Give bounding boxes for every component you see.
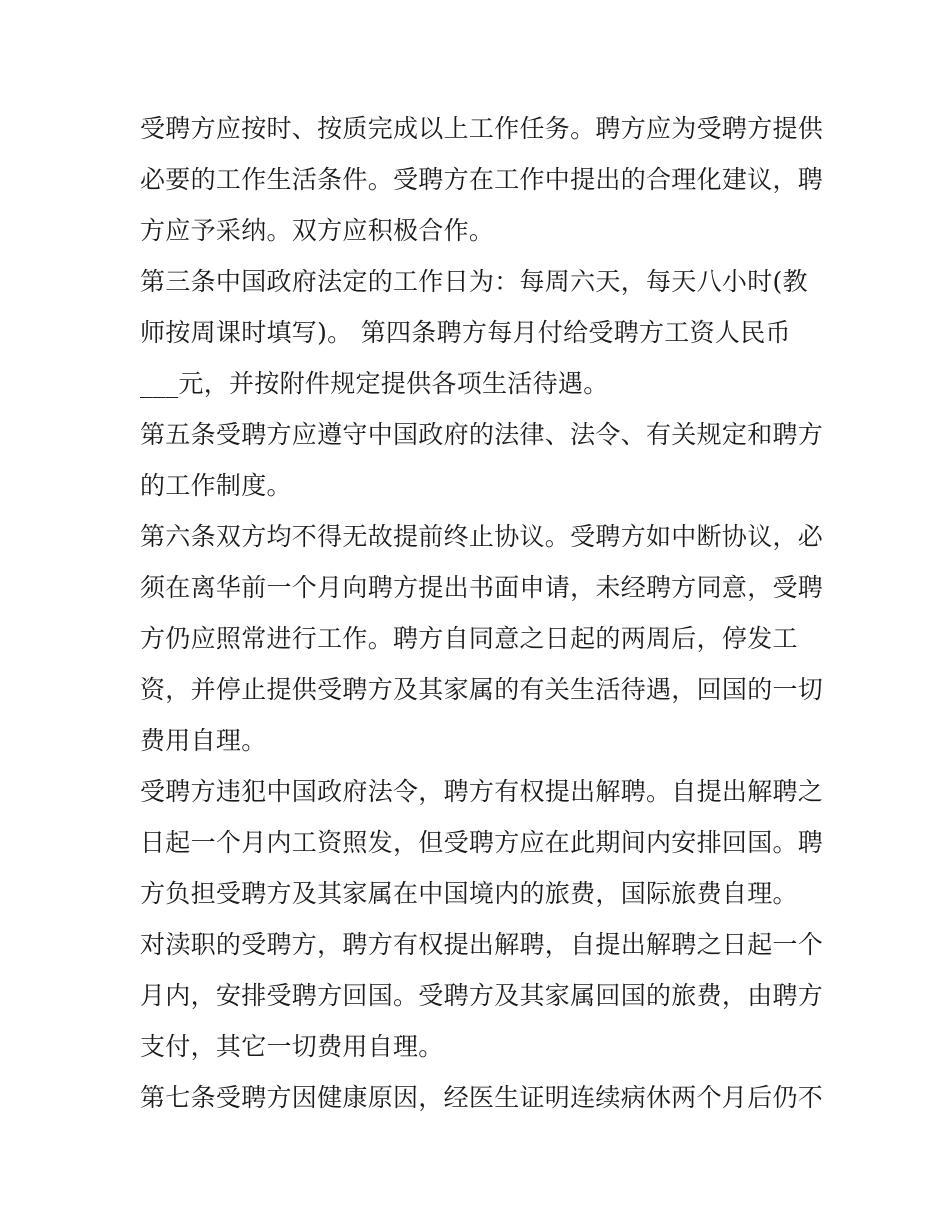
text-line: 受聘方违犯中国政府法令，聘方有权提出解聘。自提出解聘之 xyxy=(140,777,824,806)
text-line: 第三条中国政府法定的工作日为：每周六天，每天八小时(教 xyxy=(140,267,808,296)
text-line: ___元，并按附件规定提供各项生活待遇。 xyxy=(140,369,609,398)
text-line: 支付，其它一切费用自理。 xyxy=(140,1032,444,1061)
document-body xyxy=(140,103,824,1123)
text-line: 师按周课时填写)。 第四条聘方每月付给受聘方工资人民币 xyxy=(140,318,791,347)
text-line: 第五条受聘方应遵守中国政府的法律、法令、有关规定和聘方 xyxy=(140,420,824,449)
text-line: 受聘方应按时、按质完成以上工作任务。聘方应为受聘方提供 xyxy=(140,114,824,143)
text-line: 对渎职的受聘方，聘方有权提出解聘，自提出解聘之日起一个 xyxy=(140,930,824,959)
text-line: 第七条受聘方因健康原因，经医生证明连续病休两个月后仍不 xyxy=(140,1083,824,1112)
text-line: 的工作制度。 xyxy=(140,471,292,500)
text-line: 必要的工作生活条件。受聘方在工作中提出的合理化建议，聘 xyxy=(140,165,824,194)
text-line: 费用自理。 xyxy=(140,726,267,755)
text-line: 方负担受聘方及其家属在中国境内的旅费，国际旅费自理。 xyxy=(140,879,798,908)
text-line: 方仍应照常进行工作。聘方自同意之日起的两周后，停发工 xyxy=(140,624,798,653)
text-line: 资，并停止提供受聘方及其家属的有关生活待遇，回国的一切 xyxy=(140,675,824,704)
text-line: 方应予采纳。双方应积极合作。 xyxy=(140,216,495,245)
text-line: 须在离华前一个月向聘方提出书面申请，未经聘方同意，受聘 xyxy=(140,573,824,602)
text-line: 日起一个月内工资照发，但受聘方应在此期间内安排回国。聘 xyxy=(140,828,824,857)
text-line: 月内，安排受聘方回国。受聘方及其家属回国的旅费，由聘方 xyxy=(140,981,824,1010)
text-line: 第六条双方均不得无故提前终止协议。受聘方如中断协议，必 xyxy=(140,522,824,551)
